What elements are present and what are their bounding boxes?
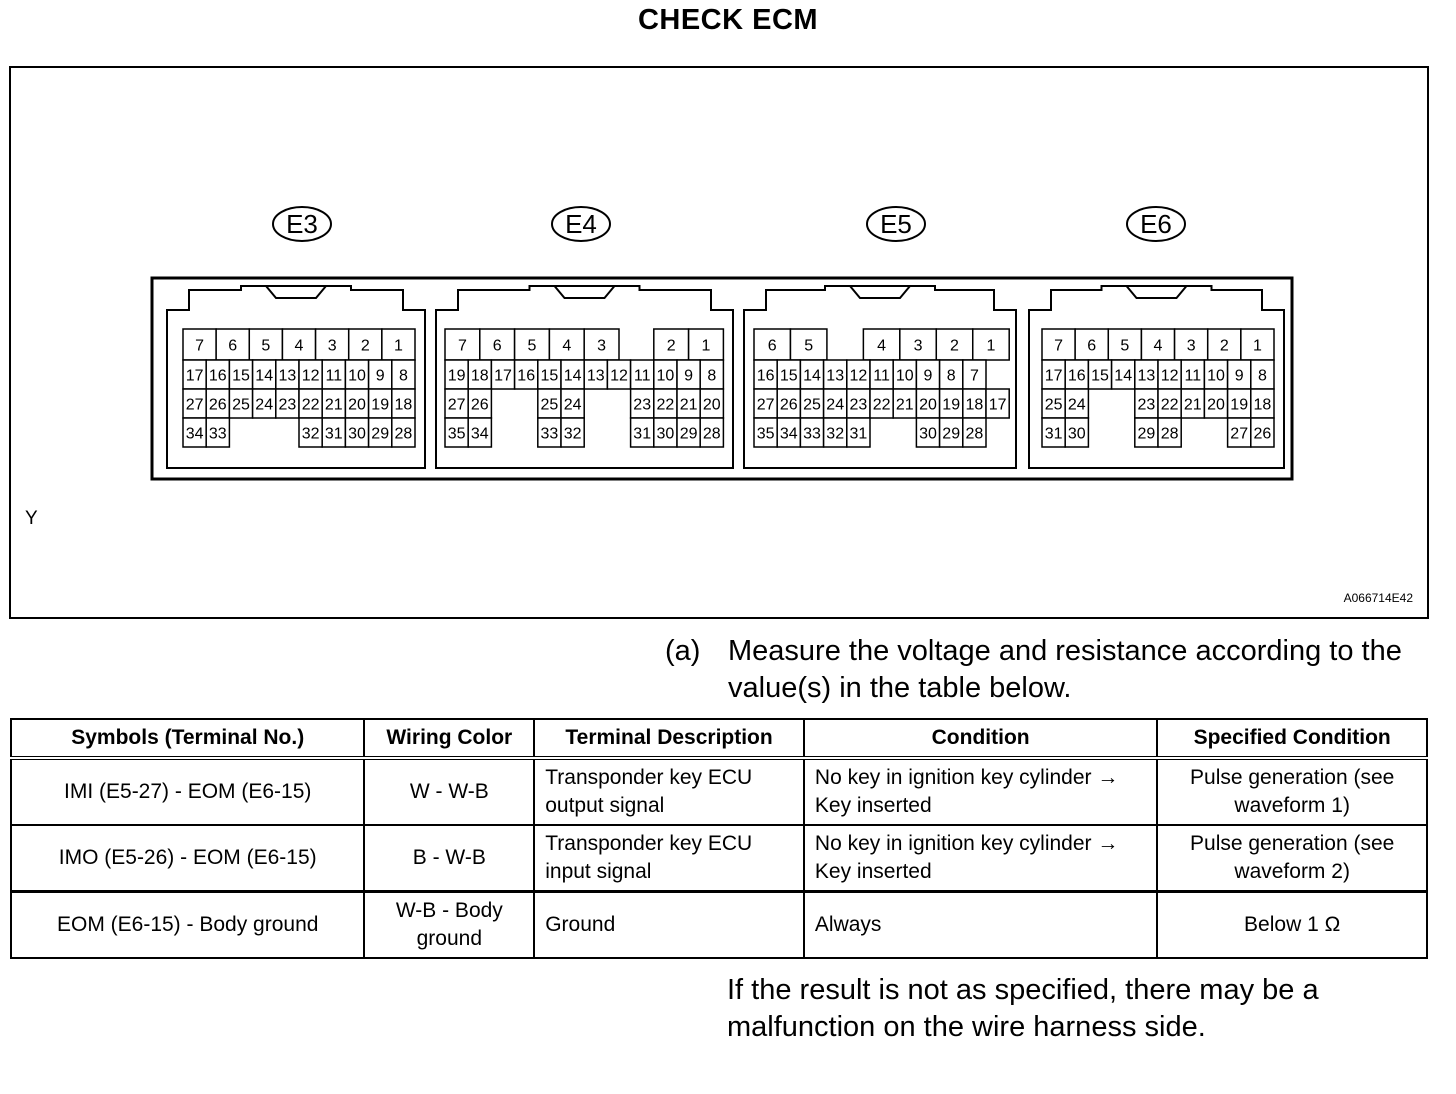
pin-number: 30 bbox=[1067, 425, 1086, 443]
pin-number: 13 bbox=[586, 367, 605, 385]
pin-number: 17 bbox=[185, 367, 204, 385]
pin-number: 4 bbox=[294, 337, 304, 355]
specification-table bbox=[10, 718, 1428, 959]
pin-number: 12 bbox=[301, 367, 320, 385]
pin-number: 12 bbox=[849, 367, 868, 385]
connector-latch bbox=[266, 286, 326, 298]
pin-number: 1 bbox=[986, 337, 996, 355]
pin-number: 18 bbox=[394, 396, 413, 414]
pin-number: 24 bbox=[1067, 396, 1086, 414]
pin-number: 24 bbox=[255, 396, 274, 414]
pin-number: 17 bbox=[988, 396, 1007, 414]
pin-number: 33 bbox=[540, 425, 559, 443]
pin-number: 7 bbox=[969, 367, 979, 385]
pin-number: 28 bbox=[394, 425, 413, 443]
pin-number: 5 bbox=[527, 337, 537, 355]
header-symbols: Symbols (Terminal No.) bbox=[11, 719, 364, 758]
pin-number: 8 bbox=[946, 367, 956, 385]
pin-number: 34 bbox=[185, 425, 204, 443]
pin-number: 27 bbox=[185, 396, 204, 414]
pin-number: 14 bbox=[255, 367, 274, 385]
pin-number: 14 bbox=[803, 367, 821, 385]
pin-number: 3 bbox=[1186, 337, 1196, 355]
pin-number: 16 bbox=[517, 367, 536, 385]
pin-number: 7 bbox=[195, 337, 205, 355]
cell-specified: Below 1 Ω bbox=[1157, 892, 1427, 959]
pin-number: 2 bbox=[360, 337, 370, 355]
pin-number: 34 bbox=[470, 425, 489, 443]
cell-wiring: B - W-B bbox=[364, 825, 534, 892]
pin-number: 10 bbox=[1207, 367, 1225, 385]
pin-number: 1 bbox=[393, 337, 403, 355]
pin-number: 29 bbox=[942, 425, 961, 443]
connector-label: E3 bbox=[286, 209, 318, 239]
pin-number: 16 bbox=[208, 367, 227, 385]
pin-number: 11 bbox=[325, 367, 343, 385]
cell-wiring: W - W-B bbox=[364, 758, 534, 825]
table-row bbox=[11, 892, 1427, 959]
header-terminal-description: Terminal Description bbox=[534, 719, 804, 758]
pin-number: 4 bbox=[562, 337, 572, 355]
pin-number: 11 bbox=[633, 367, 651, 385]
pin-number: 5 bbox=[261, 337, 271, 355]
table-header-row bbox=[11, 719, 1427, 758]
pin-number: 18 bbox=[470, 367, 489, 385]
header-specified-condition: Specified Condition bbox=[1157, 719, 1427, 758]
pin-number: 16 bbox=[756, 367, 775, 385]
pin-number: 1 bbox=[1252, 337, 1262, 355]
pin-number: 27 bbox=[447, 396, 466, 414]
cell-symbols: IMO (E5-26) - EOM (E6-15) bbox=[11, 825, 364, 892]
pin-number: 31 bbox=[849, 425, 868, 443]
pin-number: 7 bbox=[457, 337, 467, 355]
pin-number: 22 bbox=[301, 396, 320, 414]
cell-description: Transponder key ECU input signal bbox=[534, 825, 804, 892]
table-row bbox=[11, 825, 1427, 892]
pin-number: 33 bbox=[208, 425, 227, 443]
pin-number: 20 bbox=[348, 396, 366, 414]
pin-number: 9 bbox=[923, 367, 933, 385]
cell-specified: Pulse generation (see waveform 2) bbox=[1157, 825, 1427, 892]
pin-number: 19 bbox=[942, 396, 961, 414]
header-condition: Condition bbox=[804, 719, 1157, 758]
pin-number: 31 bbox=[324, 425, 343, 443]
pin-number: 15 bbox=[779, 367, 798, 385]
pin-number: 6 bbox=[228, 337, 238, 355]
pin-number: 21 bbox=[1183, 396, 1202, 414]
pin-number: 15 bbox=[1091, 367, 1109, 385]
pin-number: 23 bbox=[1137, 396, 1156, 414]
pin-number: 8 bbox=[398, 367, 408, 385]
connector-label: E5 bbox=[880, 209, 912, 239]
side-label: Y bbox=[25, 508, 38, 529]
connector-latch bbox=[850, 286, 910, 298]
pin-number: 13 bbox=[826, 367, 845, 385]
cell-symbols: IMI (E5-27) - EOM (E6-15) bbox=[11, 758, 364, 825]
pin-number: 2 bbox=[950, 337, 959, 355]
pin-number: 6 bbox=[767, 337, 777, 355]
pin-number: 22 bbox=[872, 396, 891, 414]
pin-number: 19 bbox=[447, 367, 466, 385]
cell-symbols: EOM (E6-15) - Body ground bbox=[11, 892, 364, 959]
pin-number: 3 bbox=[597, 337, 607, 355]
cell-wiring: W-B - Body ground bbox=[364, 892, 534, 959]
pin-number: 14 bbox=[563, 367, 582, 385]
pin-number: 25 bbox=[540, 396, 559, 414]
pin-number: 9 bbox=[375, 367, 385, 385]
connector-label: E4 bbox=[565, 209, 597, 239]
pin-number: 13 bbox=[1137, 367, 1156, 385]
header-wiring-color: Wiring Color bbox=[364, 719, 534, 758]
pin-number: 34 bbox=[779, 425, 798, 443]
connector-latch bbox=[1127, 286, 1187, 298]
pin-number: 15 bbox=[232, 367, 250, 385]
pin-number: 25 bbox=[1044, 396, 1063, 414]
pin-number: 20 bbox=[1207, 396, 1225, 414]
pin-number: 29 bbox=[1137, 425, 1156, 443]
pin-number: 12 bbox=[1160, 367, 1179, 385]
page-title: CHECK ECM bbox=[637, 4, 819, 36]
pin-number: 28 bbox=[1160, 425, 1179, 443]
pin-number: 14 bbox=[1114, 367, 1133, 385]
pin-number: 30 bbox=[919, 425, 937, 443]
pin-number: 22 bbox=[656, 396, 675, 414]
result-note: If the result is not as specified, there may be a malfunction on the wire harness side. bbox=[727, 974, 1319, 1043]
cell-specified: Pulse generation (see waveform 1) bbox=[1157, 758, 1427, 825]
pin-number: 7 bbox=[1054, 337, 1064, 355]
pin-number: 23 bbox=[633, 396, 652, 414]
pin-number: 29 bbox=[679, 425, 698, 443]
pin-number: 6 bbox=[492, 337, 502, 355]
pin-number: 10 bbox=[895, 367, 914, 385]
pin-number: 19 bbox=[371, 396, 390, 414]
pin-number: 23 bbox=[278, 396, 297, 414]
pin-number: 24 bbox=[826, 396, 845, 414]
step-text: Measure the voltage and resistance according to the value(s) in the table below. bbox=[728, 635, 1402, 704]
pin-number: 29 bbox=[371, 425, 390, 443]
pin-number: 17 bbox=[494, 367, 512, 385]
pin-number: 20 bbox=[702, 396, 721, 414]
pin-number: 26 bbox=[208, 396, 227, 414]
pin-number: 20 bbox=[919, 396, 937, 414]
step-letter: (a) bbox=[665, 635, 701, 667]
pin-number: 3 bbox=[327, 337, 337, 355]
pin-number: 19 bbox=[1230, 396, 1249, 414]
pin-number: 23 bbox=[849, 396, 868, 414]
pin-number: 21 bbox=[324, 396, 343, 414]
pin-number: 28 bbox=[965, 425, 984, 443]
pin-number: 4 bbox=[877, 337, 887, 355]
pin-number: 9 bbox=[1234, 367, 1244, 385]
pin-number: 15 bbox=[540, 367, 559, 385]
pin-number: 32 bbox=[563, 425, 582, 443]
cell-condition: No key in ignition key cylinder → Key inserted bbox=[804, 825, 1157, 892]
pin-number: 21 bbox=[895, 396, 914, 414]
pin-number: 26 bbox=[779, 396, 798, 414]
table-row bbox=[11, 758, 1427, 825]
pin-number: 32 bbox=[826, 425, 845, 443]
connector-drawing bbox=[11, 68, 1427, 617]
pin-number: 10 bbox=[348, 367, 366, 385]
pin-number: 25 bbox=[232, 396, 250, 414]
pin-number: 10 bbox=[656, 367, 675, 385]
pin-number: 30 bbox=[656, 425, 675, 443]
pin-number: 8 bbox=[707, 367, 717, 385]
pin-number: 31 bbox=[1044, 425, 1063, 443]
pin-number: 3 bbox=[913, 337, 923, 355]
pin-number: 4 bbox=[1153, 337, 1163, 355]
pin-number: 2 bbox=[666, 337, 676, 355]
pin-number: 33 bbox=[803, 425, 821, 443]
figure-code: A066714E42 bbox=[1343, 591, 1413, 605]
pin-number: 11 bbox=[1184, 367, 1202, 385]
cell-description: Ground bbox=[534, 892, 804, 959]
pin-number: 5 bbox=[1120, 337, 1130, 355]
pin-number: 12 bbox=[610, 367, 628, 385]
pin-number: 5 bbox=[804, 337, 814, 355]
pin-number: 26 bbox=[470, 396, 489, 414]
pin-number: 22 bbox=[1160, 396, 1179, 414]
pin-number: 18 bbox=[1253, 396, 1272, 414]
cell-condition: No key in ignition key cylinder → Key inserted bbox=[804, 758, 1157, 825]
connector-latch bbox=[555, 286, 615, 298]
cell-description: Transponder key ECU output signal bbox=[534, 758, 804, 825]
pin-number: 27 bbox=[756, 396, 775, 414]
cell-condition: Always bbox=[804, 892, 1157, 959]
pin-number: 32 bbox=[301, 425, 320, 443]
pin-number: 21 bbox=[679, 396, 698, 414]
pin-number: 16 bbox=[1067, 367, 1086, 385]
pin-number: 13 bbox=[278, 367, 297, 385]
pin-number: 35 bbox=[756, 425, 775, 443]
pin-number: 31 bbox=[633, 425, 652, 443]
connector-diagram bbox=[9, 66, 1429, 619]
pin-number: 17 bbox=[1044, 367, 1063, 385]
pin-number: 30 bbox=[348, 425, 366, 443]
pin-number: 9 bbox=[684, 367, 694, 385]
pin-number: 1 bbox=[701, 337, 711, 355]
pin-number: 18 bbox=[965, 396, 984, 414]
pin-number: 11 bbox=[873, 367, 890, 385]
pin-number: 28 bbox=[702, 425, 721, 443]
pin-number: 35 bbox=[447, 425, 466, 443]
pin-number: 8 bbox=[1257, 367, 1267, 385]
pin-number: 6 bbox=[1087, 337, 1097, 355]
pin-number: 24 bbox=[563, 396, 582, 414]
pin-number: 2 bbox=[1219, 337, 1229, 355]
pin-number: 27 bbox=[1230, 425, 1249, 443]
connector-label: E6 bbox=[1140, 209, 1172, 239]
pin-number: 26 bbox=[1253, 425, 1272, 443]
pin-number: 25 bbox=[803, 396, 821, 414]
